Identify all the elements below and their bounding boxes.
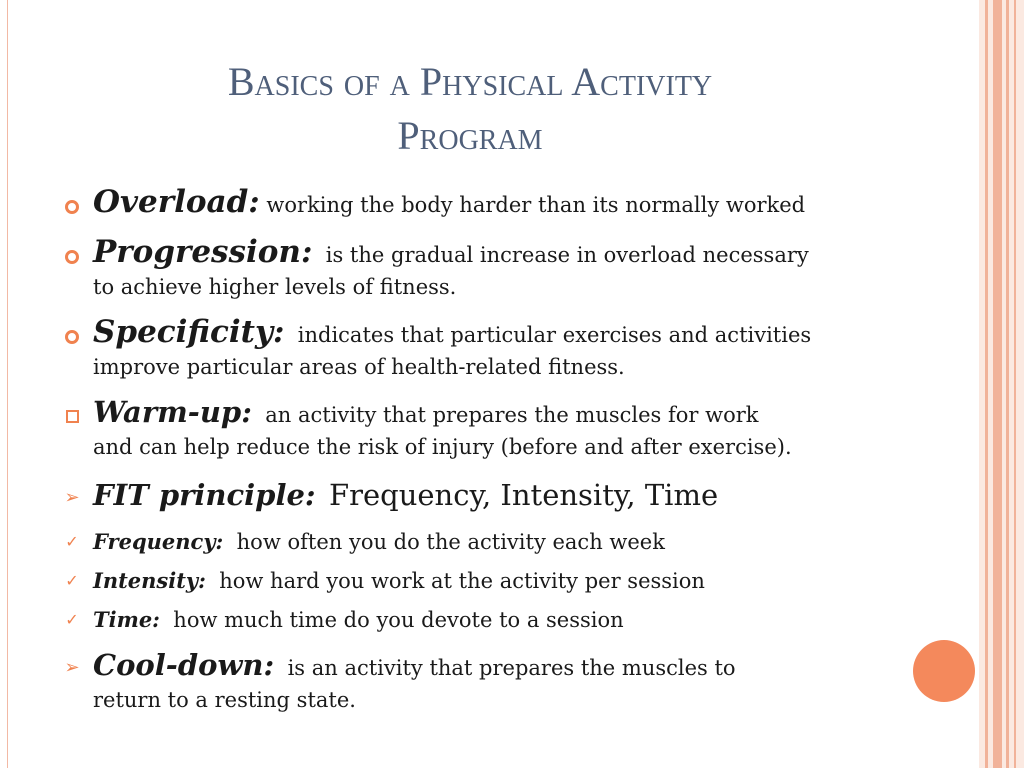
arrow-bullet-icon: ➢	[64, 657, 80, 678]
square-bullet-icon	[60, 410, 84, 423]
desc-specificity-line2: improve particular areas of health-related fitness.	[93, 355, 625, 379]
check-bullet-icon: ✓	[65, 571, 79, 590]
desc-progression-line2: to achieve higher levels of fitness.	[93, 275, 457, 299]
desc-warm-up: an activity that prepares the muscles for work	[265, 403, 759, 427]
left-border-line	[7, 0, 8, 768]
term-warm-up: Warm-up:	[93, 395, 252, 429]
term-progression: Progression:	[93, 234, 313, 270]
desc-progression: is the gradual increase in overload necessary	[325, 243, 809, 267]
desc-overload: working the body harder than its normally worked	[266, 193, 806, 217]
title-line-2: Program	[397, 113, 543, 158]
term-time: Time:	[93, 607, 160, 632]
term-specificity: Specificity:	[93, 314, 285, 350]
desc-specificity: indicates that particular exercises and activities	[297, 323, 812, 347]
circle-bullet-icon	[60, 250, 84, 264]
decorative-circle	[913, 640, 975, 702]
right-stripe-1	[985, 0, 988, 768]
desc-intensity: how hard you work at the activity per session	[219, 569, 705, 593]
slide-title	[120, 55, 820, 163]
term-intensity: Intensity:	[93, 568, 206, 593]
term-overload: Overload:	[93, 184, 260, 220]
desc-frequency: how often you do the activity each week	[236, 530, 665, 554]
circle-bullet-icon	[60, 200, 84, 214]
term-frequency: Frequency:	[93, 529, 224, 554]
title-line-1: Basics of a Physical Activity	[227, 59, 713, 104]
term-fit-principle: FIT principle:	[93, 478, 316, 512]
desc-time: how much time do you devote to a session	[173, 608, 624, 632]
check-bullet-icon: ✓	[65, 610, 79, 629]
arrow-bullet-icon: ➢	[64, 487, 80, 508]
right-stripe-3	[1006, 0, 1009, 768]
term-cool-down: Cool-down:	[93, 648, 275, 682]
right-stripe-2	[993, 0, 1002, 768]
check-bullet-icon: ✓	[65, 532, 79, 551]
desc-cool-down: is an activity that prepares the muscles to	[287, 656, 736, 680]
desc-fit-principle: Frequency, Intensity, Time	[328, 478, 719, 512]
right-stripe-4	[1014, 0, 1016, 768]
desc-warm-up-line2: and can help reduce the risk of injury (before and after exercise).	[93, 435, 792, 459]
circle-bullet-icon	[60, 330, 84, 344]
desc-cool-down-line2: return to a resting state.	[93, 688, 356, 712]
